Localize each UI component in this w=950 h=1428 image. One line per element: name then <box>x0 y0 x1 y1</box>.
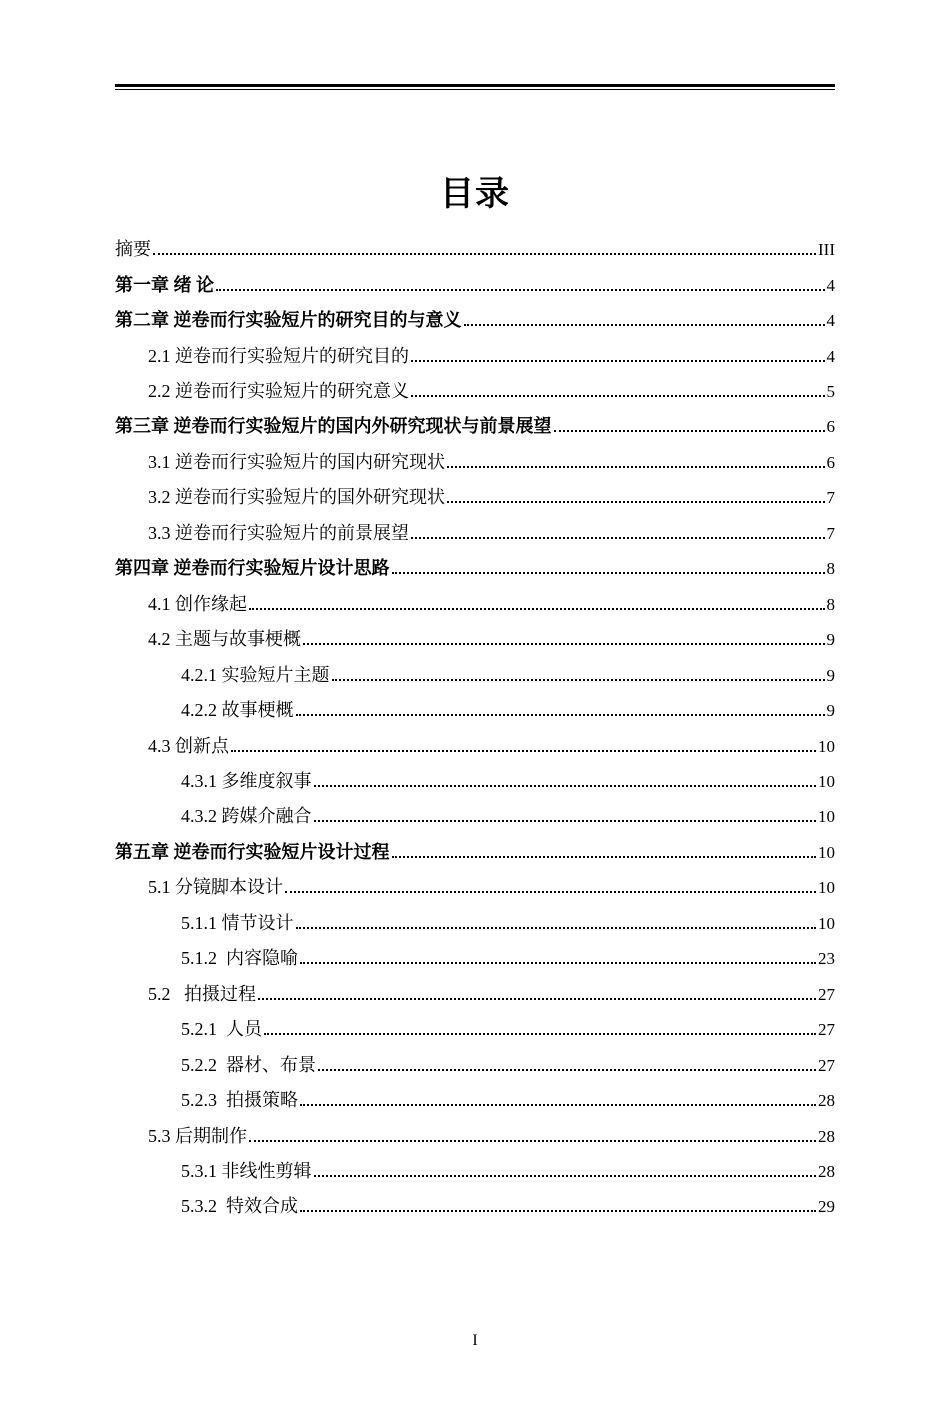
toc-entry-page-number: 9 <box>826 701 835 721</box>
toc-entry-page-number: 28 <box>818 1161 835 1181</box>
dotted-leader <box>464 324 825 326</box>
dotted-leader <box>300 1104 816 1106</box>
dotted-leader <box>264 1033 816 1035</box>
document-page <box>0 84 950 1428</box>
dotted-leader <box>249 608 825 610</box>
footer-page-number: I <box>472 1332 478 1349</box>
toc-entry[interactable] <box>115 1083 835 1118</box>
toc-entry-label: 5.1.2 内容隐喻 <box>181 948 298 969</box>
dotted-leader <box>314 1175 817 1177</box>
toc-entry-label: 第三章 逆卷而行实验短片的国内外研究现状与前景展望 <box>115 416 552 437</box>
toc-entry-label: 4.2 主题与故事梗概 <box>148 629 301 650</box>
toc-entry[interactable] <box>115 232 835 267</box>
toc-entry-page-number: 9 <box>826 665 835 685</box>
toc-entry-label: 5.1.1 情节设计 <box>181 912 294 933</box>
rule-thin-line <box>115 89 835 90</box>
dotted-leader <box>153 253 816 255</box>
toc-entry-label: 5.3.2 特效合成 <box>181 1196 298 1217</box>
toc-entry-label: 3.2 逆卷而行实验短片的国外研究现状 <box>148 487 445 508</box>
toc-entry-page-number: 10 <box>818 807 835 827</box>
toc-entry-page-number: 23 <box>818 949 835 969</box>
toc-entry-label: 4.2.1 实验短片主题 <box>181 664 330 685</box>
toc-entry-label: 4.3.1 多维度叙事 <box>181 770 312 791</box>
toc-entry-label: 5.1 分镜脚本设计 <box>148 877 283 898</box>
dotted-leader <box>447 466 825 468</box>
toc-entry-page-number: 7 <box>826 523 835 543</box>
toc-entry-page-number: 10 <box>818 771 835 791</box>
toc-entry-page-number: 6 <box>826 452 835 472</box>
dotted-leader <box>411 537 825 539</box>
toc-entry-page-number: 10 <box>818 878 835 898</box>
toc-entry[interactable] <box>115 906 835 941</box>
dotted-leader <box>411 395 825 397</box>
toc-entry-label: 摘要 <box>115 239 151 260</box>
toc-entry[interactable] <box>115 480 835 515</box>
toc-title: 目录 <box>440 175 510 213</box>
toc-entry[interactable] <box>115 870 835 905</box>
toc-entry[interactable] <box>115 268 835 303</box>
dotted-leader <box>332 679 825 681</box>
dotted-leader <box>216 289 825 291</box>
dotted-leader <box>314 820 817 822</box>
toc-entry-label: 第五章 逆卷而行实验短片设计过程 <box>115 841 390 862</box>
toc-entry-page-number: III <box>818 240 835 260</box>
toc-entry[interactable] <box>115 409 835 444</box>
toc-entry-label: 3.1 逆卷而行实验短片的国内研究现状 <box>148 451 445 472</box>
toc-entry-page-number: 4 <box>826 346 835 366</box>
dotted-leader <box>258 998 816 1000</box>
toc-entry-label: 第二章 逆卷而行实验短片的研究目的与意义 <box>115 310 462 331</box>
toc-entry[interactable] <box>115 445 835 480</box>
toc-entry[interactable] <box>115 941 835 976</box>
toc-entry-label: 4.3 创新点 <box>148 735 229 756</box>
toc-entry[interactable] <box>115 374 835 409</box>
toc-list <box>115 232 835 1225</box>
toc-entry-page-number: 29 <box>818 1197 835 1217</box>
toc-entry[interactable] <box>115 658 835 693</box>
header-double-rule <box>115 84 835 90</box>
toc-entry-page-number: 27 <box>818 984 835 1004</box>
toc-entry-label: 5.3 后期制作 <box>148 1125 247 1146</box>
toc-entry[interactable] <box>115 339 835 374</box>
dotted-leader <box>303 643 825 645</box>
dotted-leader <box>296 927 817 929</box>
toc-entry-page-number: 27 <box>818 1055 835 1075</box>
toc-entry-page-number: 28 <box>818 1126 835 1146</box>
page-footer <box>0 1332 950 1350</box>
toc-entry[interactable] <box>115 1154 835 1189</box>
toc-entry-label: 第一章 绪 论 <box>115 274 214 295</box>
toc-entry-page-number: 8 <box>826 594 835 614</box>
toc-entry[interactable] <box>115 835 835 870</box>
toc-entry-label: 第四章 逆卷而行实验短片设计思路 <box>115 558 390 579</box>
dotted-leader <box>318 1069 816 1071</box>
dotted-leader <box>296 714 825 716</box>
toc-entry[interactable] <box>115 693 835 728</box>
toc-entry[interactable] <box>115 977 835 1012</box>
dotted-leader <box>231 750 816 752</box>
toc-entry[interactable] <box>115 1012 835 1047</box>
toc-entry-page-number: 5 <box>826 382 835 401</box>
toc-entry[interactable] <box>115 799 835 834</box>
dotted-leader <box>249 1140 816 1142</box>
dotted-leader <box>300 1210 816 1212</box>
dotted-leader <box>285 891 816 893</box>
toc-entry[interactable] <box>115 551 835 586</box>
dotted-leader <box>554 430 825 432</box>
toc-entry-page-number: 27 <box>818 1020 835 1040</box>
toc-entry[interactable] <box>115 764 835 799</box>
toc-entry-page-number: 6 <box>826 417 835 437</box>
toc-entry-label: 3.3 逆卷而行实验短片的前景展望 <box>148 522 409 543</box>
toc-entry-page-number: 7 <box>826 488 835 508</box>
toc-entry-label: 5.2.3 拍摄策略 <box>181 1090 298 1111</box>
toc-entry[interactable] <box>115 1189 835 1224</box>
dotted-leader <box>447 501 825 503</box>
toc-entry-page-number: 10 <box>818 913 835 933</box>
toc-entry-label: 4.2.2 故事梗概 <box>181 700 294 721</box>
toc-entry[interactable] <box>115 587 835 622</box>
toc-entry-label: 5.3.1 非线性剪辑 <box>181 1160 312 1181</box>
toc-entry-page-number: 10 <box>818 842 835 862</box>
toc-entry-page-number: 10 <box>818 736 835 756</box>
toc-entry-page-number: 4 <box>826 275 835 295</box>
toc-entry-label: 5.2 拍摄过程 <box>148 983 256 1004</box>
toc-entry-label: 4.1 创作缘起 <box>148 593 247 614</box>
toc-entry[interactable] <box>115 516 835 551</box>
toc-entry-label: 4.3.2 跨媒介融合 <box>181 806 312 827</box>
dotted-leader <box>300 962 816 964</box>
dotted-leader <box>314 785 817 787</box>
toc-entry[interactable] <box>115 729 835 764</box>
toc-entry-label: 2.2 逆卷而行实验短片的研究意义 <box>148 381 409 401</box>
toc-entry-page-number: 8 <box>826 559 835 579</box>
toc-entry-label: 5.2.1 人员 <box>181 1019 262 1040</box>
toc-entry[interactable] <box>115 303 835 338</box>
dotted-leader <box>392 856 817 858</box>
toc-entry-label: 2.1 逆卷而行实验短片的研究目的 <box>148 345 409 366</box>
toc-entry[interactable] <box>115 1048 835 1083</box>
dotted-leader <box>392 572 825 574</box>
dotted-leader <box>411 360 825 362</box>
toc-entry-label: 5.2.2 器材、布景 <box>181 1054 316 1075</box>
toc-entry-page-number: 28 <box>818 1091 835 1111</box>
toc-entry-page-number: 9 <box>826 630 835 650</box>
toc-entry[interactable] <box>115 1119 835 1154</box>
toc-entry[interactable] <box>115 622 835 657</box>
toc-entry-page-number: 4 <box>826 311 835 331</box>
